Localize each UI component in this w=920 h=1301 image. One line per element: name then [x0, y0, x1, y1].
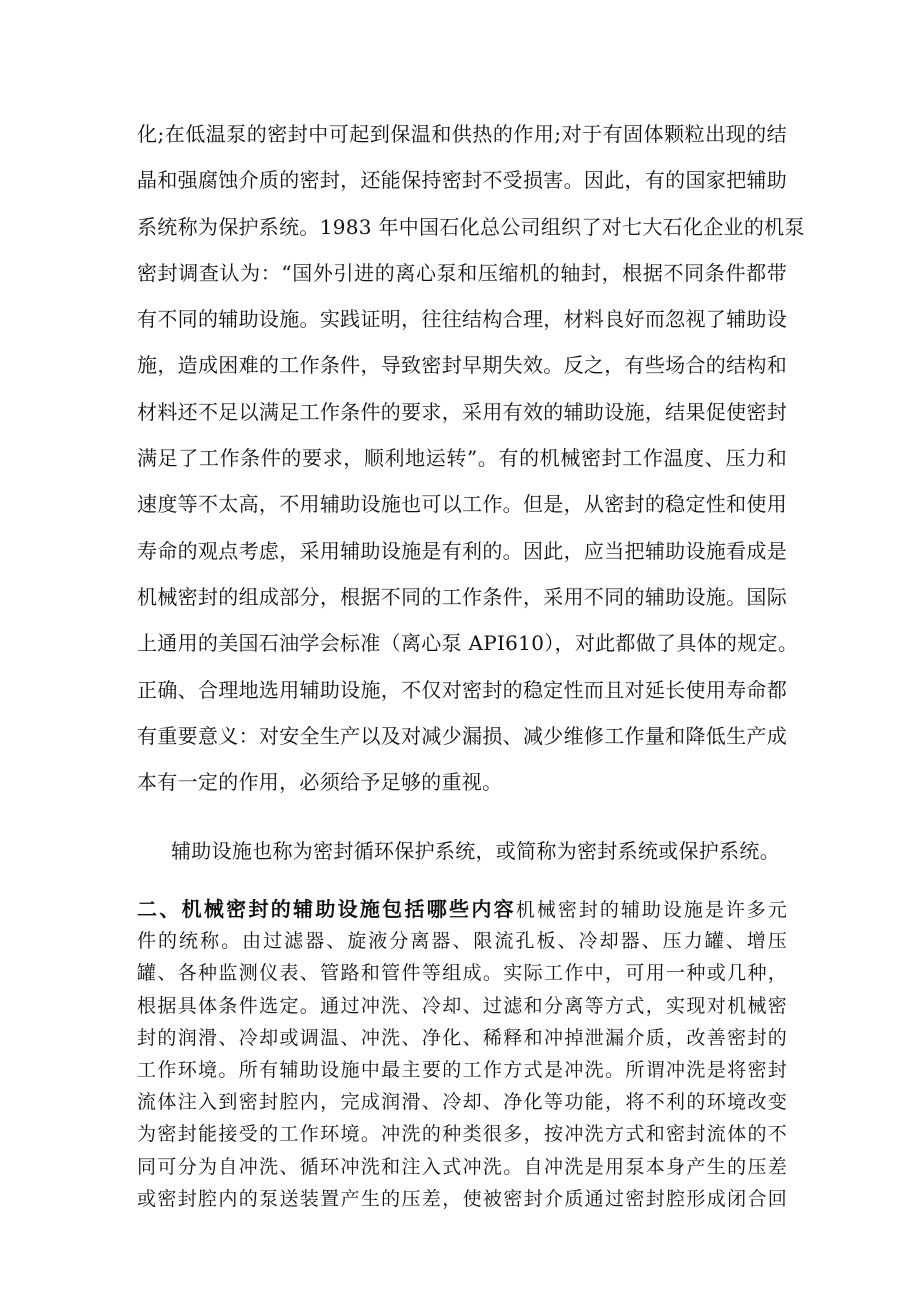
text-line: 化;在低温泵的密封中可起到保温和供热的作用;对于有固体颗粒出现的结 — [137, 122, 787, 146]
text-line: 封的润滑、冷却或调温、冲洗、净化、稀释和冲掉泄漏介质，改善密封的 — [137, 1026, 787, 1049]
text-line: 施，造成困难的工作条件，导致密封早期失效。反之，有些场合的结构和 — [137, 353, 787, 378]
text-line: 速度等不太高，不用辅助设施也可以工作。但是，从密封的稳定性和使用 — [137, 492, 787, 517]
text-line: 工作环境。所有辅助设施中最主要的工作方式是冲洗。所谓冲洗是将密封 — [137, 1058, 787, 1081]
text-line: 正确、合理地选用辅助设施，不仅对密封的稳定性而且对延长使用寿命都 — [137, 677, 787, 702]
section-first-line — [137, 893, 787, 925]
text-line: 上通用的美国石油学会标准（离心泵 API610），对此都做了具体的规定。 — [137, 631, 799, 656]
text-line: 有重要意义：对安全生产以及对减少漏损、减少维修工作量和降低生产成 — [137, 723, 787, 748]
text-line: 有不同的辅助设施。实践证明，往往结构合理，材料良好而忽视了辅助设 — [137, 307, 787, 332]
text-line: 或密封腔内的泵送装置产生的压差，使被密封介质通过密封腔形成闭合回 — [137, 1187, 787, 1210]
text-line: 件的统称。由过滤器、旋液分离器、限流孔板、冷却器、压力罐、增压 — [137, 930, 787, 953]
text-line: 为密封能接受的工作环境。冲洗的种类很多，按冲洗方式和密封流体的不 — [137, 1123, 787, 1146]
text-line: 晶和强腐蚀介质的密封，还能保持密封不受损害。因此，有的国家把辅助 — [137, 168, 787, 193]
text-line: 系统称为保护系统。1983 年中国石化总公司组织了对七大石化企业的机泵 — [137, 214, 805, 239]
text-line: 罐、各种监测仪表、管路和管件等组成。实际工作中，可用一种或几种， — [137, 962, 787, 985]
paragraph-auxiliary-importance — [137, 111, 805, 805]
paragraph-alias: 辅助设施也称为密封循环保护系统，或简称为密封系统或保护系统。 — [171, 839, 780, 863]
section-auxiliary-contents — [137, 893, 787, 1215]
text-line: 本有一定的作用，必须给予足够的重视。 — [137, 770, 503, 795]
text-line: 机械密封的组成部分，根据不同的工作条件，采用不同的辅助设施。国际 — [137, 584, 787, 609]
text-line: 流体注入到密封腔内，完成润滑、冷却、净化等功能，将不利的环境改变 — [137, 1091, 787, 1114]
text-line: 材料还不足以满足工作条件的要求，采用有效的辅助设施，结果促使密封 — [137, 399, 787, 424]
text-line: 同可分为自冲洗、循环冲洗和注入式冲洗。自冲洗是用泵本身产生的压差 — [137, 1155, 787, 1178]
text-run: 机械密封的辅助设施是许多元 — [515, 899, 787, 921]
text-line: 根据具体条件选定。通过冲洗、冷却、过滤和分离等方式，实现对机械密 — [137, 994, 787, 1017]
text-line: 密封调查认为：“国外引进的离心泵和压缩机的轴封，根据不同条件都带 — [137, 260, 787, 285]
text-line: 寿命的观点考虑，采用辅助设施是有利的。因此，应当把辅助设施看成是 — [137, 538, 787, 563]
text-line: 满足了工作条件的要求，顺利地运转”。有的机械密封工作温度、压力和 — [137, 446, 787, 471]
section-heading: 二、机械密封的辅助设施包括哪些内容 — [137, 897, 516, 921]
